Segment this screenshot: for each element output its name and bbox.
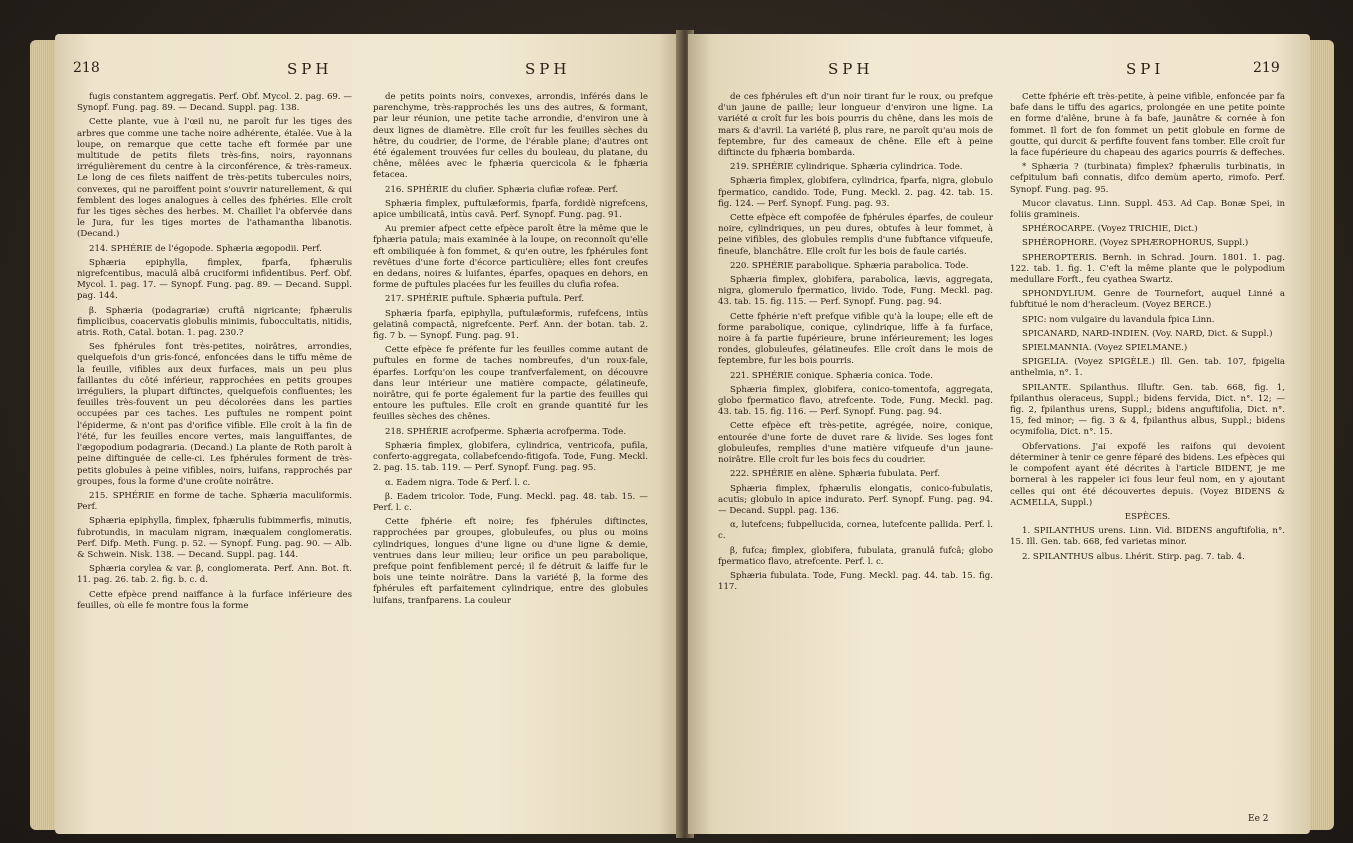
paragraph: 217. SPHÉRIE puftule. Sphæria puftula. Perf. bbox=[385, 294, 585, 305]
paragraph: Mucor clavatus. Linn. Suppl. 453. Ad Cap. Bonæ Spei, in foliis gramineis. bbox=[1010, 198, 1285, 221]
page-number: 219 bbox=[1253, 60, 1280, 76]
paragraph: 218. SPHÉRIE acrofperme. Sphæria acrofperma. Tode. bbox=[385, 426, 627, 437]
paragraph: Sphæria fimplex, globifera, conico-tomentofa, aggregata, globo fpermatico flavo, atrefcente. Tode, Fung. Meckl. pag. 43. tab. 15. fig. 116. — Perf. Synopf. Fung. pag. 94. bbox=[718, 384, 993, 418]
paragraph: fugis constantem aggregatis. Perf. Obf. Mycol. 2. pag. 69. — Synopf. Fung. pag. 89. — Decand. Suppl. pag. 138. bbox=[77, 92, 352, 114]
paragraph: Cette fphérie n'eft prefque vifible qu'à la loupe; elle eft de forme parabolique, conique, cylindrique, liffe à fa furface, noire à fa partie fupérieure, brune inférieurement; les loges rondes, globuleufes, gélatineufes. Elle croît dans le mois de feptembre, fur les bois pourris. bbox=[718, 311, 993, 367]
paragraph: 220. SPHÉRIE parabolique. Sphæria parabolica. Tode. bbox=[730, 260, 969, 271]
paragraph: Sphæria fparfa, epiphylla, puftulæformis, rufefcens, intùs gelatinâ compactâ, nigrefcente. Perf. Ann. der botan. tab. 2. fig. 7 b. — Synopf. Fung. pag. 91. bbox=[373, 308, 648, 342]
paragraph: α, lutefcens; fubpellucida, cornea, lutefcente pallida. Perf. l. c. bbox=[718, 520, 993, 542]
paragraph: 1. SPILANTHUS urens. Linn. Vid. BIDENS anguftifolia, n°. 15. Ill. Gen. tab. 668, fed varietas minor. bbox=[1010, 526, 1285, 548]
paragraph: Cette plante, vue à l'œil nu, ne paroît fur les tiges des arbres que comme une tache noire adhérente, étalée. Vue à la loupe, on remarque que cette tache eft formée par une multitude de petits filets très-fins, noirs, rayonnans irrégulièrement du centre à la circonférence, & très-rameux. Le long de ces filets naiffent de très-petits tubercules noirs, convexes, qui ne paroiffent point s'ouvrir naturellement, & qui femblent des loges analogues à celles des fphéries. Elle croît fur les tiges sèches des herbes. M. Chaillet l'a obfervée dans le Jura, fur les tiges mortes de l'athamantha libanotis. (Decand.) bbox=[77, 117, 352, 240]
paragraph: 214. SPHÉRIE de l'égopode. Sphæria ægopodii. Perf. bbox=[89, 243, 322, 254]
paragraph: Sphæria fimplex, globifera, cylindrica, fparfa, nigra, globulo fpermatico, candido. Tode, Fung. Meckl. 2. pag. 42. tab. 15. fig. 124. — Perf. Synopf. Fung. pag. 93. bbox=[718, 176, 993, 209]
running-head-right: SPI bbox=[1126, 60, 1165, 78]
paragraph: 2. SPILANTHUS albus. Lhérit. Stirp. pag. 7. tab. 4. bbox=[1022, 551, 1245, 562]
paragraph: ESPÈCES. bbox=[1124, 511, 1171, 522]
paragraph: SPIC: nom vulgaire du lavandula fpica Linn. bbox=[1022, 314, 1215, 325]
paragraph: Sphæria fubulata. Tode, Fung. Meckl. pag. 44. tab. 15. fig. 117. bbox=[718, 570, 993, 593]
paragraph: β. Eadem tricolor. Tode, Fung. Meckl. pag. 48. tab. 15. — Perf. l. c. bbox=[373, 491, 648, 513]
paragraph: SPHEROPTERIS. Bernh. in Schrad. Journ. 1801. 1. pag. 122. tab. 1. fig. 1. C'eft la même plante que le polypodium medullare Forft., feu cyathea Swartz. bbox=[1010, 252, 1285, 286]
paragraph: de ces fphérules eft d'un noir tirant fur le roux, ou prefque d'un jaune de paille; leur longueur d'environ une ligne. La variété α croît fur les bois pourris du chêne, dans les mois de mars & d'avril. La variété β, plus rare, ne paroît qu'au mois de feptembre, fur des cameaux de chêne. Elle eft à peine diftincte du fphæria bombarda. bbox=[718, 92, 993, 159]
right-page-header bbox=[688, 60, 1310, 84]
paragraph: 219. SPHÉRIE cylindrique. Sphæria cylindrica. Tode. bbox=[730, 162, 963, 173]
paragraph: Sphæria fimplex, globifera, parabolica, lævis, aggregata, nigra, glomerulo fpermatico, livido. Tode, Fung. Meckl. pag. 43. tab. 15. fig. 115. — Perf. Synopf. Fung. pag. 94. bbox=[718, 275, 993, 308]
paragraph: * Sphæria ? (turbinata) fimplex? fphærulis turbinatis, in cefpitulum bafi connatis, difco demùm aperto, rimofo. Perf. Synopf. Fung. pag. 95. bbox=[1010, 162, 1285, 195]
paragraph: α. Eadem nigra. Tode & Perf. l. c. bbox=[385, 477, 531, 488]
right-column-2 bbox=[1010, 92, 1285, 566]
paragraph: Cette efpèce eft très-petite, agrégée, noire, conique, entourée d'une forte de duvet rare & livide. Ses loges font globuleufes, remplies d'une matière vifqueufe d'un jaune-noirâtre. Elle croît fur les bois fecs du coudrier. bbox=[718, 421, 993, 466]
paragraph: β, fufca; fimplex, globifera, fubulata, granulâ fufcâ; globo fpermatico flavo, atrefcente. Perf. l. c. bbox=[718, 545, 993, 567]
running-head-2: SPH bbox=[525, 60, 571, 78]
page-edges-right bbox=[1308, 40, 1334, 830]
right-page bbox=[688, 34, 1310, 834]
paragraph: Cette fphérie eft noire; fes fphérules diftinctes, rapprochées par groupes, globuleufes, ou plus ou moins cylindriques, longues d'une ligne ou d'une ligne & demie, ventrues dans leur milieu; leur orifice un peu parabolique, prefque point fenfiblement percé; il fe détruit & laiffe fur le bois une teinte noirâtre. Dans la variété β, la forme des fphérules eft parfaitement cylindrique, entre des globules luifans, tranfparens. La couleur bbox=[373, 517, 648, 606]
paragraph: SPILANTE. Spilanthus. Illuftr. Gen. tab. 668, fig. 1, fpilanthus oleraceus, Suppl.; bidens fervida, Dict. n°. 12; — fig. 2, fpilanthus urens, Suppl.; bidens anguftifolia, Dict. n°. 15, fed minor; — fig. 3 & 4, fpilanthus albus, Suppl.; bidens ocymifolia, Dict. n°. 15. bbox=[1010, 382, 1285, 438]
running-head-left: SPH bbox=[828, 60, 874, 78]
paragraph: Cette fphérie eft très-petite, à peine vifible, enfoncée par fa bafe dans le tiffu des agarics, prolongée en une petite pointe en forme d'alêne, brune à fa bafe, jaunâtre & cornée à fon fommet. Il fort de fon fommet un petit globule en forme de goutte, qui durcit & perfifte fouvent fans tomber. Elle croît fur la face fupérieure du chapeau des agarics pourris & deffeches. bbox=[1010, 92, 1285, 159]
paragraph: β. Sphæria (podagrariæ) cruftâ nigricante; fphærulis fimplicibus, coacervatis globulis minimis, fuboccultatis, nitidis, atris. Roth, Catal. botan. 1. pag. 230.? bbox=[77, 305, 352, 339]
paragraph: Cette efpèce eft compofée de fphérules éparfes, de couleur noire, cylindriques, un peu dures, obtufes à leur fommet, à peine vifibles, des globules remplis d'une fubftance vifqueufe, fineufe, blanchâtre. Elle croît fur les bois de faule cariés. bbox=[718, 213, 993, 257]
paragraph: 216. SPHÉRIE du clufier. Sphæria clufiæ rofeæ. Perf. bbox=[385, 184, 619, 195]
paragraph: SPHÉROPHORE. (Voyez SPHÆROPHORUS, Suppl.) bbox=[1022, 238, 1249, 249]
page-number: 218 bbox=[73, 60, 100, 76]
left-column-2 bbox=[373, 92, 648, 610]
paragraph: Cette efpèce fe préfente fur les feuilles comme autant de puftules en forme de taches nombreufes, d'un roux-fale, éparfes. Lorfqu'on les coupe tranfverfalement, on découvre dans leur intérieur une matière compacte, gélatineufe, noirâtre, qui fe porte également fur la partie des feuilles qui entoure les puftules. Elle croît en grande quantité fur les feuilles sèches des chênes. bbox=[373, 345, 648, 423]
paragraph: 221. SPHÉRIE conique. Sphæria conica. Tode. bbox=[730, 370, 933, 381]
left-column-1 bbox=[77, 92, 352, 615]
page-edges-left bbox=[30, 40, 58, 830]
paragraph: Ses fphérules font très-petites, noirâtres, arrondies, quelquefois d'un gris-foncé, enfoncées dans le tiffu même de la feuille, vifibles aux deux furfaces, mais un peu plus faillantes du côté inférieur, rapprochées en petits groupes irréguliers, la plupart diftinctes, quelquefois confluentes; les feuilles très-fouvent un peu décolorées dans les parties occupées par ces taches. Les puftules ne rompent point l'épiderme, & n'ont pas d'orifice vifible. Elle croît à la fin de l'été, fur les feuilles encore vertes, mais languiffantes, de l'ægopodium podagraria. (Decand.) La plante de Roth paroît à peine diftinguée de celle-ci. Les fphérules forment de très-petits globules à peine vifibles, noirs, luifans, rapprochés par groupes, fous la forme d'une croûte noirâtre. bbox=[77, 342, 352, 487]
paragraph: 222. SPHÉRIE en alène. Sphæria fubulata. Perf. bbox=[730, 469, 941, 480]
paragraph: Sphæria fimplex, puftulæformis, fparfa, fordidè nigrefcens, apice umbilicatâ, intùs cavâ. Perf. Synopf. Fung. pag. 91. bbox=[373, 198, 648, 221]
paragraph: Cette efpèce prend naiffance à la furface inférieure des feuilles, où elle fe montre fous la forme bbox=[77, 589, 352, 611]
paragraph: 215. SPHÉRIE en forme de tache. Sphæria maculiformis. Perf. bbox=[77, 490, 352, 513]
paragraph: SPHÉROCARPE. (Voyez TRICHIE, Dict.) bbox=[1022, 224, 1198, 235]
paragraph: Sphæria epiphylla, fimplex, fphærulis fubimmerfis, minutis, fubrotundis, in maculam nigram, inæqualem conglomeratis. Perf. Difp. Meth. Fung. p. 52. — Synopf. Fung. pag. 90. — Alb. & Schwein. Nisk. 138. — Decand. Suppl. pag. 144. bbox=[77, 516, 352, 560]
paragraph: SPICANARD, NARD-INDIEN. (Voy. NARD, Dict. & Suppl.) bbox=[1022, 328, 1273, 339]
paragraph: SPIELMANNIA. (Voyez SPIELMANE.) bbox=[1022, 343, 1188, 354]
paragraph: SPHONDYLIUM. Genre de Tournefort, auquel Linné a fubftitué le nom d'heracleum. (Voyez BERCE.) bbox=[1010, 289, 1285, 311]
right-column-1 bbox=[718, 92, 993, 596]
left-page bbox=[55, 34, 683, 834]
paragraph: de petits points noirs, convexes, arrondis, inférés dans le parenchyme, très-rapprochés les uns des autres, & formant, par leur réunion, une petite tache arrondie, d'environ une à deux lignes de diamètre. Elle croît fur les feuilles sèches du hêtre, du coudrier, de l'orme, de l'érable plane; d'autres ont été également trouvées fur celles du bouleau, du platane, du chêne, mêlées avec le fphæria quercicola & le fphæria fetacea. bbox=[373, 92, 648, 181]
running-head: SPH bbox=[287, 60, 333, 78]
paragraph: Sphæria epiphylla, fimplex, fparfa, fphærulis nigrefcentibus, maculâ albâ cruciformi infidentibus. Perf. Obf. Mycol. 1. pag. 17. — Synopf. Fung. pag. 89. — Decand. Suppl. pag. 144. bbox=[77, 257, 352, 302]
signature-mark: Ee 2 bbox=[1248, 814, 1269, 824]
left-page-header bbox=[55, 60, 683, 84]
paragraph: Sphæria fimplex, globifera, cylindrica, ventricofa, pufila, conferto-aggregata, collabefcendo-fitigofa. Tode, Fung. Meckl. 2. pag. 15. tab. 119. — Perf. Synopf. Fung. pag. 95. bbox=[373, 440, 648, 474]
paragraph: SPIGELIA. (Voyez SPIGÈLE.) Ill. Gen. tab. 107, fpigelia anthelmia, n°. 1. bbox=[1010, 357, 1285, 379]
paragraph: Sphæria corylea & var. β, conglomerata. Perf. Ann. Bot. ft. 11. pag. 26. tab. 2. fig. b. c. d. bbox=[77, 564, 352, 586]
paragraph: Sphæria fimplex, fphærulis elongatis, conico-fubulatis, acutis; globulo in apice indurato. Perf. Synopf. Fung. pag. 94. — Decand. Suppl. pag. 136. bbox=[718, 483, 993, 516]
paragraph: Au premier afpect cette efpèce paroît être la même que le fphæria patula; mais examinée à la loupe, on reconnoît qu'elle eft ombiliquée à fon fommet, & qu'en outre, les fphérules font revêtues d'une forte d'écorce particulière; elles font creufes en dedans, noires & luifantes, éparfes, opaques en dehors, en forme de puftules placées fur les feuilles du clufia rofea. bbox=[373, 224, 648, 291]
paragraph: Obfervations. J'ai expofé les raifons qui devoient déterminer à tenir ce genre féparé des bidens. Les efpèces qui le compofent ayant été décrites à l'article BIDENT, je me bornerai à les rappeler ici fous leur feul nom, en y ajoutant celles qui ont été découvertes depuis. (Voyez BIDENS & ACMELLA, Suppl.) bbox=[1010, 441, 1285, 508]
